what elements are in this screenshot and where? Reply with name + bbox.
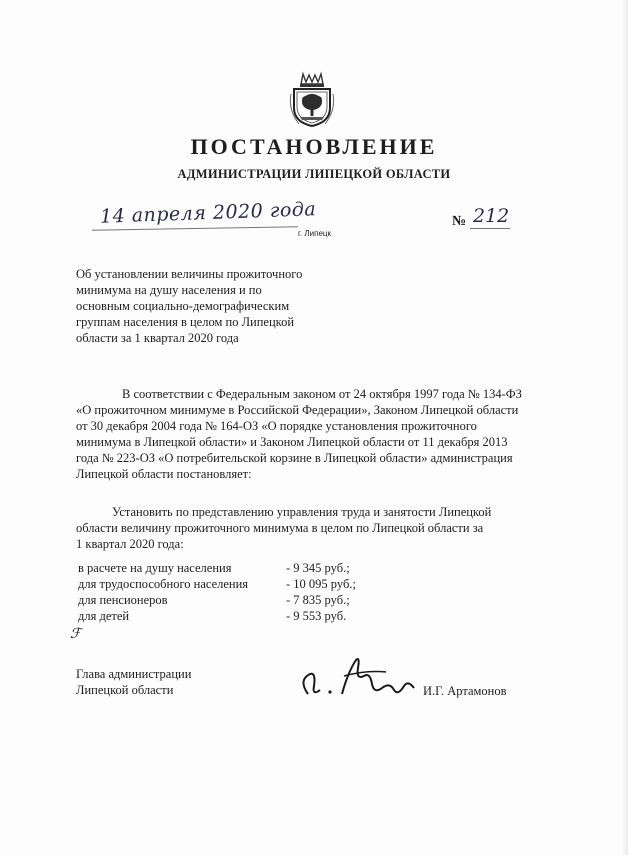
subject-line: Об установлении величины прожиточного bbox=[76, 267, 303, 281]
paragraph-line: от 30 декабря 2004 года № 164-ОЗ «О порядке установления прожиточного bbox=[76, 419, 477, 433]
handwritten-number: 212 bbox=[473, 205, 510, 227]
paragraph-line: минимума в Липецкой области» и Законом Липецкой области от 11 декабря 2013 bbox=[76, 435, 508, 449]
rate-row bbox=[78, 608, 478, 624]
rate-value: - 9 345 руб.; bbox=[286, 561, 350, 575]
paragraph-line: года № 223-ОЗ «О потребительской корзине в Липецкой области» администрация bbox=[76, 451, 513, 465]
number-underline bbox=[470, 228, 510, 229]
rate-value: - 7 835 руб.; bbox=[286, 593, 350, 607]
subject-line: минимума на душу населения и по bbox=[76, 283, 262, 297]
rate-label: для пенсионеров bbox=[78, 593, 168, 607]
signature-scribble bbox=[290, 650, 430, 706]
page-edge bbox=[622, 0, 628, 855]
city-label: г. Липецк bbox=[298, 229, 331, 238]
rate-label: в расчете на душу населения bbox=[78, 561, 232, 575]
number-sign: № bbox=[452, 214, 467, 229]
rate-row bbox=[78, 576, 478, 592]
subject-line: основным социально-демографическим bbox=[76, 299, 290, 313]
paragraph-line: 1 квартал 2020 года: bbox=[76, 537, 184, 551]
paragraph-decision bbox=[76, 504, 554, 552]
rate-row bbox=[78, 592, 478, 608]
signature-title-line: Липецкой области bbox=[76, 683, 174, 697]
signature-title-line: Глава администрации bbox=[76, 667, 192, 681]
document-subject bbox=[76, 266, 336, 346]
rate-label: для трудоспособного населения bbox=[78, 577, 249, 591]
rate-value: - 10 095 руб.; bbox=[286, 577, 356, 591]
rate-label: для детей bbox=[78, 609, 130, 623]
paragraph-line: Липецкой области постановляет: bbox=[76, 467, 252, 481]
paragraph-legal-basis bbox=[76, 386, 554, 482]
coat-of-arms-icon bbox=[289, 70, 335, 128]
paragraph-line: В соответствии с Федеральным законом от 24 октября 1997 года № 134-ФЗ bbox=[122, 387, 522, 401]
rate-row bbox=[78, 560, 478, 576]
paragraph-line: Установить по представлению управления труда и занятости Липецкой bbox=[112, 505, 492, 519]
paragraph-line: «О прожиточном минимуме в Российской Федерации», Законом Липецкой области bbox=[76, 403, 519, 417]
signer-name: И.Г. Артамонов bbox=[423, 684, 507, 698]
paragraph-line: области величину прожиточного минимума в целом по Липецкой области за bbox=[76, 521, 484, 535]
rates-list bbox=[78, 560, 478, 624]
handwritten-date: 14 апреля 2020 года bbox=[99, 198, 317, 228]
rate-value: - 9 553 руб. bbox=[286, 609, 347, 623]
subject-line: области за 1 квартал 2020 года bbox=[76, 331, 239, 345]
subject-line: группам населения в целом по Липецкой bbox=[76, 315, 295, 329]
document-title: ПОСТАНОВЛЕНИЕ bbox=[190, 134, 438, 159]
document-subtitle: АДМИНИСТРАЦИИ ЛИПЕЦКОЙ ОБЛАСТИ bbox=[177, 167, 451, 181]
handwritten-mark: ℱ bbox=[70, 627, 82, 642]
signature-title bbox=[76, 666, 191, 698]
